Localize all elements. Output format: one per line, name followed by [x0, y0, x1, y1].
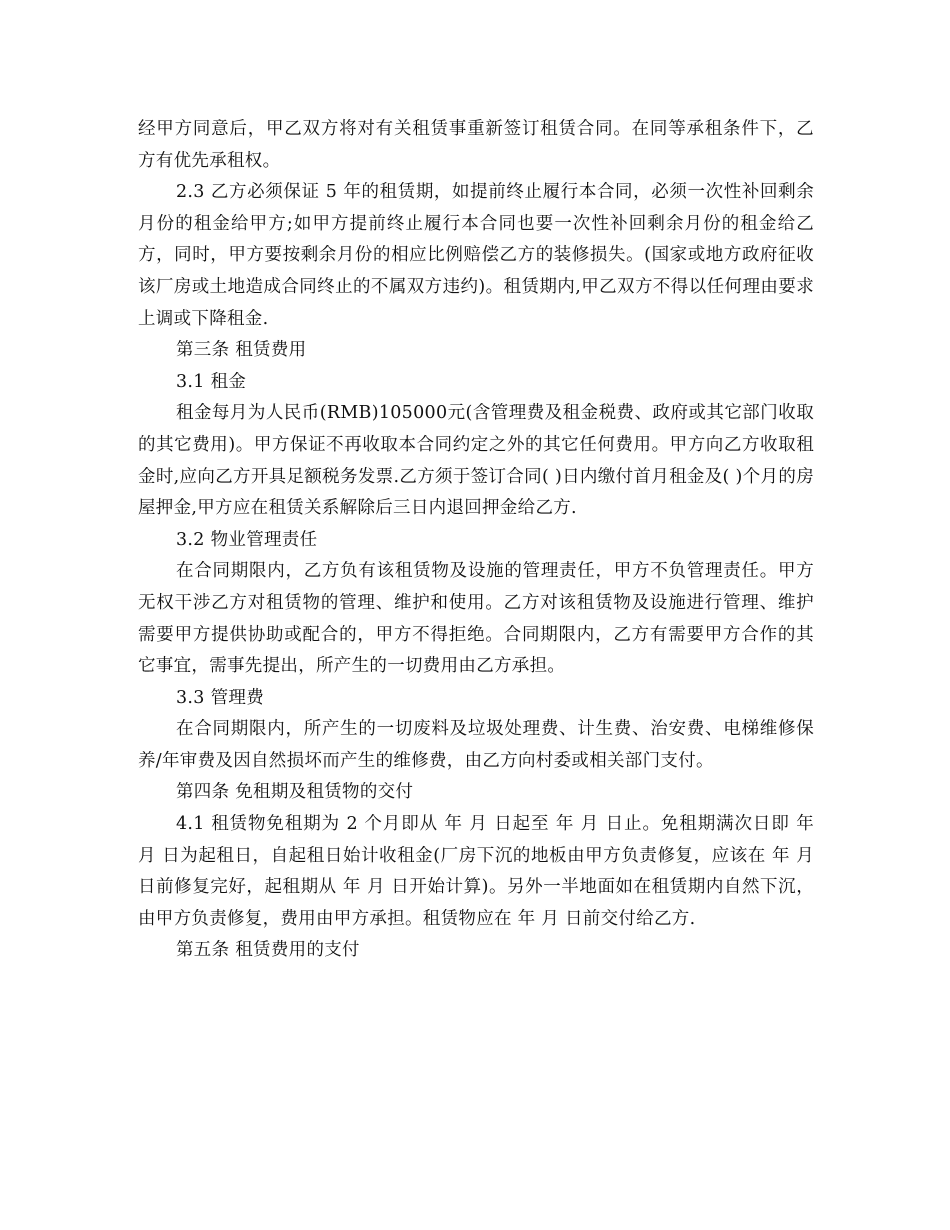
heading-article-5: 第五条 租赁费用的支付: [176, 940, 360, 961]
paragraph-property-management: 在合同期限内，乙方负有该租赁物及设施的管理责任，甲方不负管理责任。甲方无权干涉乙方对租赁物的管理、维护和使用。乙方对该租赁物及设施进行管理、维护需要甲方提供协助或配合的，甲方不得拒绝。合同期限内，乙方有需要甲方合作的其它事宜，需事先提出，所产生的一切费用由乙方承担。: [138, 561, 814, 677]
paragraph-clause-2-3: 2.3 乙方必须保证 5 年的租赁期，如提前终止履行本合同，必须一次性补回剩余月份的租金给甲方;如甲方提前终止履行本合同也要一次性补回剩余月份的租金给乙方，同时，甲方要按剩余月份的相应比例赔偿乙方的装修损失。(国家或地方政府征收该厂房或土地造成合同终止的不属双方违约)。租赁期内,甲乙双方不得以任何理由要求上调或下降租金.: [138, 182, 814, 329]
paragraph-management-fee: 在合同期限内，所产生的一切废料及垃圾处理费、计生费、治安费、电梯维修保养/年审费及因自然损坏而产生的维修费，由乙方向村委或相关部门支付。: [138, 719, 814, 771]
paragraph-rent-free-period: 4.1 租赁物免租期为 2 个月即从 年 月 日起至 年 月 日止。免租期满次日即 年 月 日为起租日，自起租日始计收租金(厂房下沉的地板由甲方负责修复，应该在 年 月 日前修复完好，起租期从 年 月 日开始计算)。另外一半地面如在租赁期内自然下沉，由甲方负责修复，费用由甲方承担。租赁物应在 年 月 日前交付给乙方.: [138, 814, 814, 929]
heading-article-3: 第三条 租赁费用: [176, 340, 307, 361]
heading-clause-3-3: 3.3 管理费: [176, 687, 264, 708]
heading-clause-3-2: 3.2 物业管理责任: [176, 529, 318, 550]
paragraph-continuation: 经甲方同意后，甲乙双方将对有关租赁事重新签订租赁合同。在同等承租条件下，乙方有优先承租权。: [138, 119, 814, 171]
heading-article-4: 第四条 免租期及租赁物的交付: [176, 782, 414, 803]
heading-clause-3-1: 3.1 租金: [176, 371, 247, 392]
document-body: [138, 114, 814, 967]
paragraph-rent: 租金每月为人民币(RMB)105000元(含管理费及租金税费、政府或其它部门收取的其它费用)。甲方保证不再收取本合同约定之外的其它任何费用。甲方向乙方收取租金时,应向乙方开具足额税务发票.乙方须于签订合同( )日内缴付首月租金及( )个月的房屋押金,甲方应在租赁关系解除后三日内退回押金给乙方.: [138, 403, 814, 519]
